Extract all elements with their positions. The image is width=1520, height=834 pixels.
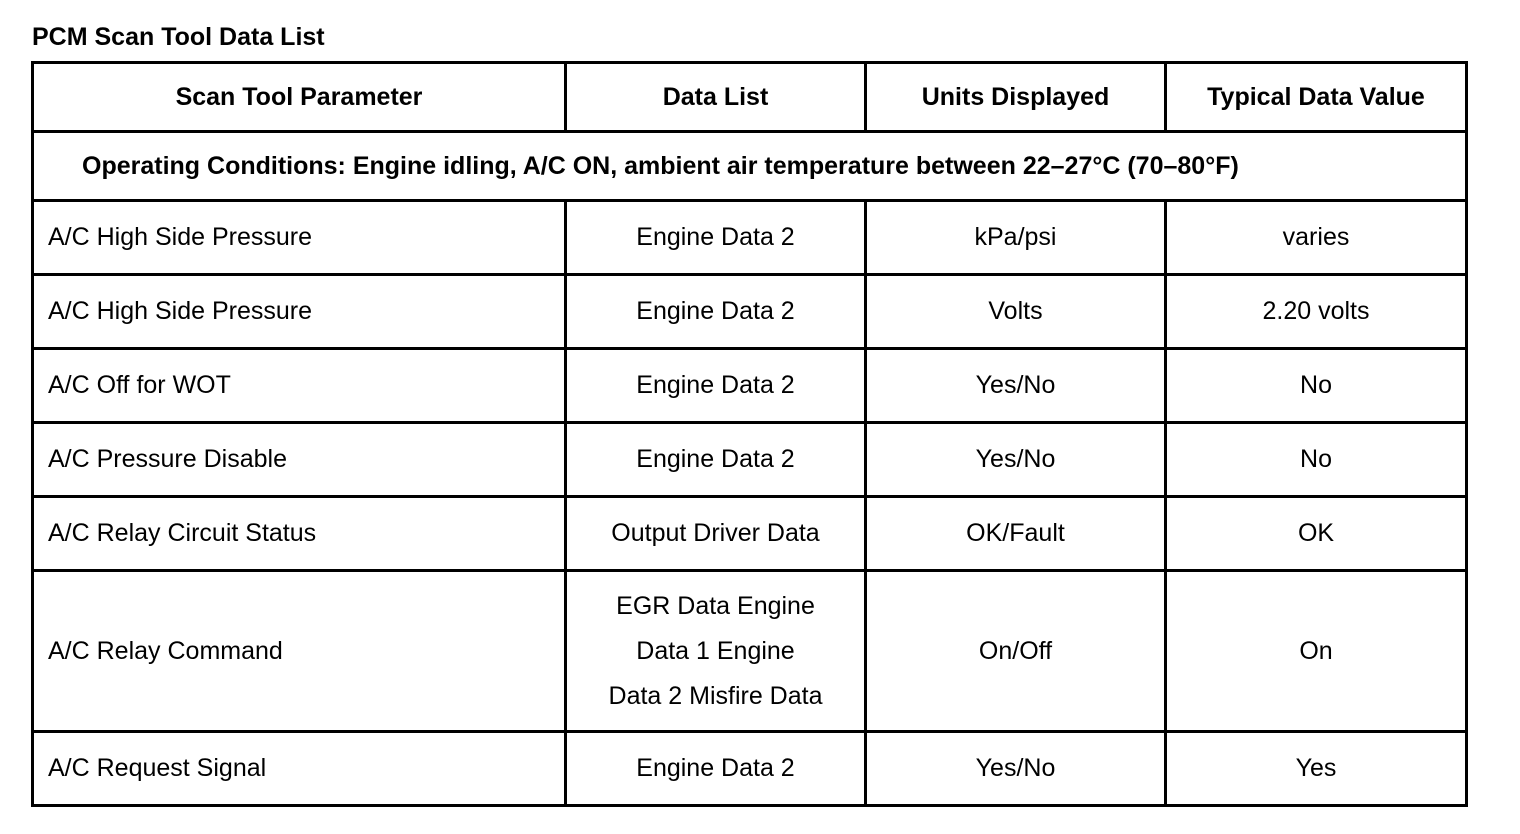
cell-parameter: A/C Relay Command	[33, 571, 566, 732]
cell-data-list: Engine Data 2	[566, 275, 866, 349]
cell-units: Yes/No	[866, 423, 1166, 497]
cell-data-list: Engine Data 2	[566, 732, 866, 806]
table-row	[33, 571, 1467, 732]
scan-tool-data-table	[31, 61, 1468, 807]
column-header-typical-value: Typical Data Value	[1166, 63, 1467, 132]
cell-parameter: A/C High Side Pressure	[33, 201, 566, 275]
cell-units: OK/Fault	[866, 497, 1166, 571]
table-row	[33, 423, 1467, 497]
table-row	[33, 732, 1467, 806]
cell-parameter: A/C High Side Pressure	[33, 275, 566, 349]
cell-typical-value: Yes	[1166, 732, 1467, 806]
cell-data-list: Engine Data 2	[566, 423, 866, 497]
cell-typical-value: No	[1166, 349, 1467, 423]
column-header-units: Units Displayed	[866, 63, 1166, 132]
cell-parameter: A/C Relay Circuit Status	[33, 497, 566, 571]
page-title: PCM Scan Tool Data List	[32, 23, 325, 51]
operating-conditions: Operating Conditions: Engine idling, A/C ON, ambient air temperature between 22–27°C (70–80°F)	[33, 132, 1467, 201]
cell-units: kPa/psi	[866, 201, 1166, 275]
cell-units: Yes/No	[866, 349, 1166, 423]
data-list-line: Data 1 Engine	[636, 636, 795, 665]
table-header-row	[33, 63, 1467, 132]
column-header-parameter: Scan Tool Parameter	[33, 63, 566, 132]
operating-conditions-row	[33, 132, 1467, 201]
table-row	[33, 201, 1467, 275]
cell-data-list: Engine Data 2	[566, 349, 866, 423]
cell-typical-value: On	[1166, 571, 1467, 732]
table-row	[33, 275, 1467, 349]
table-row	[33, 497, 1467, 571]
cell-typical-value: No	[1166, 423, 1467, 497]
cell-units: Yes/No	[866, 732, 1166, 806]
cell-typical-value: OK	[1166, 497, 1467, 571]
cell-typical-value: varies	[1166, 201, 1467, 275]
cell-parameter: A/C Pressure Disable	[33, 423, 566, 497]
cell-parameter: A/C Off for WOT	[33, 349, 566, 423]
cell-data-list: Engine Data 2	[566, 201, 866, 275]
cell-typical-value: 2.20 volts	[1166, 275, 1467, 349]
data-list-line: Data 2 Misfire Data	[608, 681, 823, 710]
cell-parameter: A/C Request Signal	[33, 732, 566, 806]
data-list-line: EGR Data Engine	[616, 591, 815, 620]
column-header-data-list: Data List	[566, 63, 866, 132]
cell-data-list: Output Driver Data	[566, 497, 866, 571]
cell-data-list	[566, 571, 866, 732]
cell-units: Volts	[866, 275, 1166, 349]
table-row	[33, 349, 1467, 423]
cell-units: On/Off	[866, 571, 1166, 732]
